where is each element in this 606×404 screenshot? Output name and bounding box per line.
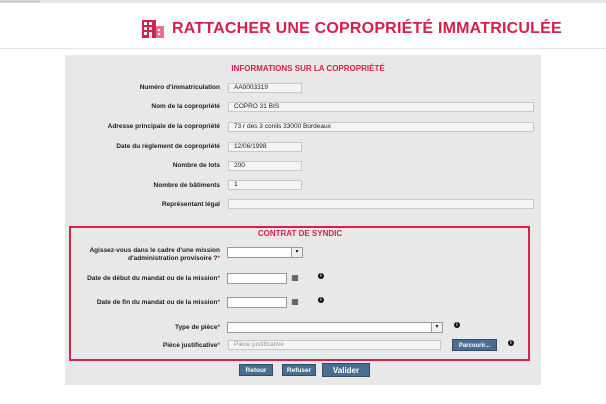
caret-down-icon[interactable]: ▾	[431, 323, 442, 332]
label-provisional-mission: Agissez-vous dans le cadre d'une mission d'administration provisoire ?*	[89, 247, 220, 262]
label-main-address: Adresse principale de la copropriété	[107, 123, 220, 130]
header-divider	[0, 48, 606, 49]
page-header	[0, 8, 606, 48]
label-legal-representative: Représentant légal	[161, 201, 220, 208]
calendar-icon[interactable]: ▦	[291, 297, 299, 306]
provisional-mission-select[interactable]	[227, 247, 303, 258]
regulation-date-value: 12/06/1998	[228, 142, 302, 152]
legal-representative-value	[228, 199, 534, 209]
lot-count-value: 200	[228, 161, 302, 171]
label-mandate-start: Date de début du mandat ou de la mission*	[87, 275, 220, 282]
label-document-type: Type de pièce*	[174, 324, 220, 331]
main-address-value: 73 r des 3 conils 33000 Bordeaux	[228, 122, 534, 132]
info-icon[interactable]: i	[318, 297, 324, 303]
mandate-end-input[interactable]	[227, 297, 287, 308]
document-type-select[interactable]	[227, 322, 443, 333]
label-building-count: Nombre de bâtiments	[153, 182, 220, 189]
supporting-document-field[interactable]: Pièce justificative	[228, 340, 441, 350]
info-icon[interactable]: i	[454, 322, 460, 328]
label-copro-name: Nom de la copropriété	[151, 103, 220, 110]
label-regulation-date: Date du règlement de copropriété	[116, 143, 220, 150]
label-supporting-document: Pièce justificative*	[162, 342, 220, 349]
building-icon	[142, 18, 164, 38]
info-section-title: INFORMATIONS SUR LA COPROPRIÉTÉ	[231, 64, 385, 73]
copro-name-value: COPRO 31 BIS	[228, 102, 534, 112]
label-mandate-end: Date de fin du mandat ou de la mission*	[96, 299, 220, 306]
label-registration-number: Numéro d'immatriculation	[139, 84, 220, 91]
syndic-section-title: CONTRAT DE SYNDIC	[257, 229, 343, 238]
caret-down-icon[interactable]: ▾	[291, 248, 302, 257]
registration-number-value: AA0003319	[228, 83, 302, 93]
mandate-start-input[interactable]	[227, 273, 287, 284]
calendar-icon[interactable]: ▦	[291, 273, 299, 282]
building-count-value: 1	[228, 180, 302, 190]
label-lot-count: Nombre de lots	[172, 162, 220, 169]
browse-button[interactable]: Parcourir...	[452, 339, 497, 351]
info-icon[interactable]: i	[318, 273, 324, 279]
top-bar	[0, 0, 606, 3]
back-button[interactable]: Retour	[239, 364, 273, 376]
refuse-button[interactable]: Refuser	[282, 364, 316, 376]
validate-button[interactable]: Valider	[322, 363, 370, 377]
info-icon[interactable]: i	[508, 340, 514, 346]
page-title: RATTACHER UNE COPROPRIÉTÉ IMMATRICULÉE	[172, 20, 562, 37]
